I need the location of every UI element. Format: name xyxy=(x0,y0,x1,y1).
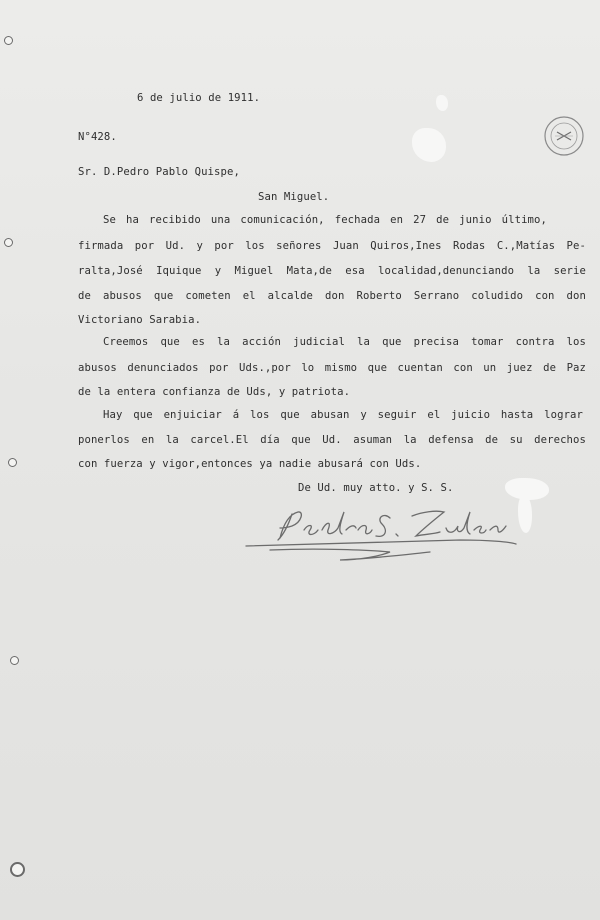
body-line: firmada por Ud. y por los señores Juan Quiros,Ines Rodas C.,Matías Pe- xyxy=(78,240,586,252)
body-line: Se ha recibido una comunicación, fechada en 27 de junio último, xyxy=(103,214,547,226)
paper-damage xyxy=(436,95,448,111)
body-line: Victoriano Sarabia. xyxy=(78,314,202,326)
punch-hole xyxy=(4,238,13,247)
body-line: Hay que enjuiciar á los que abusan y seguir el juicio hasta lograr xyxy=(103,409,583,421)
body-line: con fuerza y vigor,entonces ya nadie abusará con Uds. xyxy=(78,458,422,470)
body-line: de la entera confianza de Uds, y patriota. xyxy=(78,386,351,398)
archive-stamp-icon xyxy=(543,115,585,157)
addressee: Sr. D.Pedro Pablo Quispe, xyxy=(78,166,240,178)
addressee-place: San Miguel. xyxy=(258,191,330,203)
body-line: de abusos que cometen el alcalde don Roberto Serrano coludido con don xyxy=(78,290,586,302)
punch-hole xyxy=(10,862,25,877)
punch-hole xyxy=(4,36,13,45)
reference-number: N°428. xyxy=(78,131,117,143)
body-line: ralta,José Iquique y Miguel Mata,de esa localidad,denunciando la serie xyxy=(78,265,586,277)
punch-hole xyxy=(8,458,17,467)
signature-icon xyxy=(240,500,530,570)
body-line: ponerlos en la carcel.El día que Ud. asuman la defensa de su derechos xyxy=(78,434,586,446)
closing-line: De Ud. muy atto. y S. S. xyxy=(298,482,454,494)
letter-date: 6 de julio de 1911. xyxy=(137,92,261,104)
body-line: abusos denunciados por Uds.,por lo mismo que cuentan con un juez de Paz xyxy=(78,362,586,374)
paper-damage xyxy=(412,128,446,162)
punch-hole xyxy=(10,656,19,665)
body-line: Creemos que es la acción judicial la que precisa tomar contra los xyxy=(103,336,586,348)
